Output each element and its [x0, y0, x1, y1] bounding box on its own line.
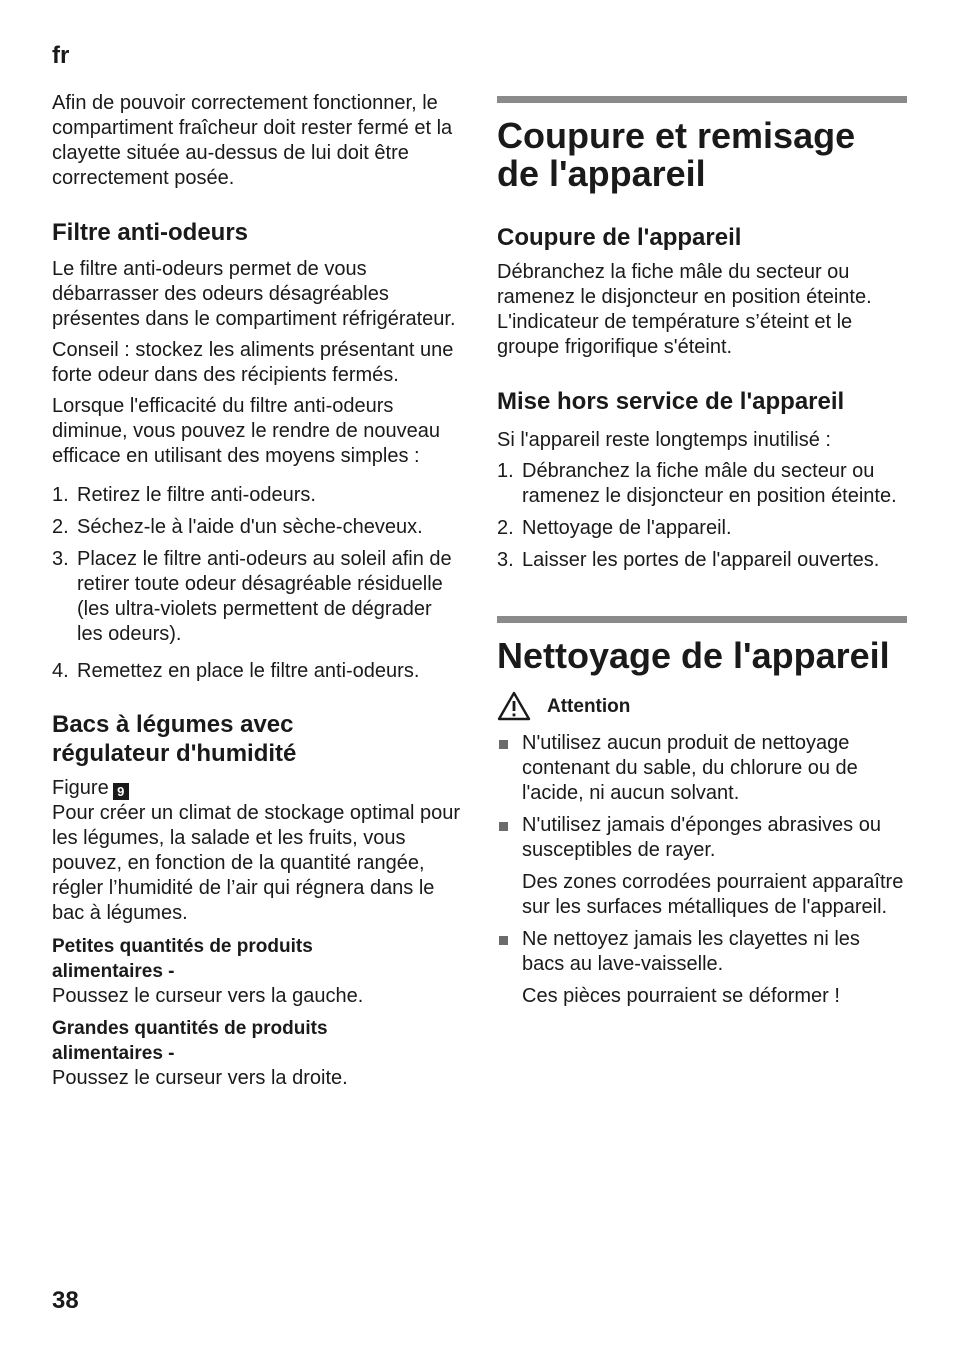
list-item	[52, 659, 462, 684]
step-number: 1.	[497, 460, 514, 482]
list-item	[52, 483, 462, 508]
attention-notice	[497, 691, 907, 721]
filtre-paragraph-2: Conseil : stockez les aliments présentant une forte odeur dans des récipients fermés.	[52, 339, 454, 386]
list-item	[497, 813, 907, 863]
bullet-square-icon	[499, 740, 508, 749]
bullet-note: Des zones corrodées pourraient apparaître sur les surfaces métalliques de l'appareil.	[522, 871, 904, 918]
bullet-square-icon	[499, 822, 508, 831]
large-quantities-text: Poussez le curseur vers la droite.	[52, 1067, 348, 1089]
coupure-paragraph-2: L'indicateur de température s’éteint et le groupe frigorifique s'éteint.	[497, 311, 853, 358]
list-item	[52, 515, 462, 540]
step-number: 1.	[52, 484, 69, 506]
step-number: 2.	[497, 517, 514, 539]
page-number: 38	[52, 1287, 79, 1314]
chapter-title-coupure: Coupure et remisage de l'appareil	[497, 96, 907, 193]
step-text: Placez le filtre anti-odeurs au soleil afin de retirer toute odeur désagréable résiduelle (les ultra-violets permettent de dégrader les odeurs).	[77, 548, 452, 645]
step-number: 2.	[52, 516, 69, 538]
list-item	[497, 459, 907, 509]
right-column	[497, 96, 907, 1009]
figure-reference	[52, 776, 462, 801]
step-number: 4.	[52, 660, 69, 682]
section-heading-bacs: Bacs à légumes avec régulateur d'humidité	[52, 711, 297, 767]
small-quantities-label: Petites quantités de produits alimentaires -	[52, 936, 313, 982]
left-column	[52, 91, 462, 1091]
cleaning-warnings-list	[497, 731, 907, 1009]
section-heading-filtre: Filtre anti-odeurs	[52, 219, 249, 246]
figure-number-badge: 9	[113, 783, 129, 800]
bullet-text: N'utilisez aucun produit de nettoyage contenant du sable, du chlorure ou de l'acide, ni aucun solvant.	[522, 732, 858, 804]
list-item	[52, 547, 462, 647]
language-code: fr	[52, 42, 70, 69]
bullet-square-icon	[499, 936, 508, 945]
bullet-text: Ne nettoyez jamais les clayettes ni les bacs au lave-vaisselle.	[522, 928, 860, 975]
step-text: Débranchez la fiche mâle du secteur ou ramenez le disjoncteur en position éteinte.	[522, 460, 897, 507]
mise-intro: Si l'appareil reste longtemps inutilisé :	[497, 429, 831, 451]
attention-label: Attention	[547, 695, 631, 717]
step-text: Laisser les portes de l'appareil ouvertes.	[522, 549, 880, 571]
coupure-paragraph-1: Débranchez la fiche mâle du secteur ou ramenez le disjoncteur en position éteinte.	[497, 261, 872, 308]
intro-paragraph: Afin de pouvoir correctement fonctionner, le compartiment fraîcheur doit rester fermé et la clayette située au-dessus de lui doit être correctement posée.	[52, 92, 453, 189]
section-heading-mise-hors-service: Mise hors service de l'appareil	[497, 388, 845, 415]
figure-label: Figure	[52, 777, 109, 799]
list-item	[497, 731, 907, 806]
filtre-paragraph-1: Le filtre anti-odeurs permet de vous débarrasser des odeurs désagréables présentes dans le compartiment réfrigérateur.	[52, 258, 456, 330]
step-text: Remettez en place le filtre anti-odeurs.	[77, 660, 420, 682]
list-item	[497, 927, 907, 977]
large-quantities-label: Grandes quantités de produits alimentaires -	[52, 1018, 328, 1064]
bullet-note: Ces pièces pourraient se déformer !	[522, 985, 840, 1007]
step-number: 3.	[52, 548, 69, 570]
list-item	[497, 516, 907, 541]
warning-triangle-icon	[497, 691, 531, 721]
bullet-text: N'utilisez jamais d'éponges abrasives ou susceptibles de rayer.	[522, 814, 881, 861]
step-text: Retirez le filtre anti-odeurs.	[77, 484, 316, 506]
chapter-title-nettoyage: Nettoyage de l'appareil	[497, 616, 907, 675]
step-number: 3.	[497, 549, 514, 571]
filtre-steps-list	[52, 483, 462, 684]
mise-steps-list	[497, 459, 907, 573]
filtre-paragraph-3: Lorsque l'efficacité du filtre anti-odeurs diminue, vous pouvez le rendre de nouveau efficace en utilisant des moyens simples :	[52, 395, 441, 467]
step-text: Nettoyage de l'appareil.	[522, 517, 732, 539]
bacs-paragraph: Pour créer un climat de stockage optimal pour les légumes, la salade et les fruits, vous pouvez, en fonction de la quantité rangée, régler l’humidité de l’air qui régnera dans le bac à légumes.	[52, 802, 460, 924]
small-quantities-text: Poussez le curseur vers la gauche.	[52, 985, 364, 1007]
list-item	[497, 548, 882, 573]
step-text: Séchez-le à l'aide d'un sèche-cheveux.	[77, 516, 423, 538]
section-heading-coupure: Coupure de l'appareil	[497, 224, 742, 251]
